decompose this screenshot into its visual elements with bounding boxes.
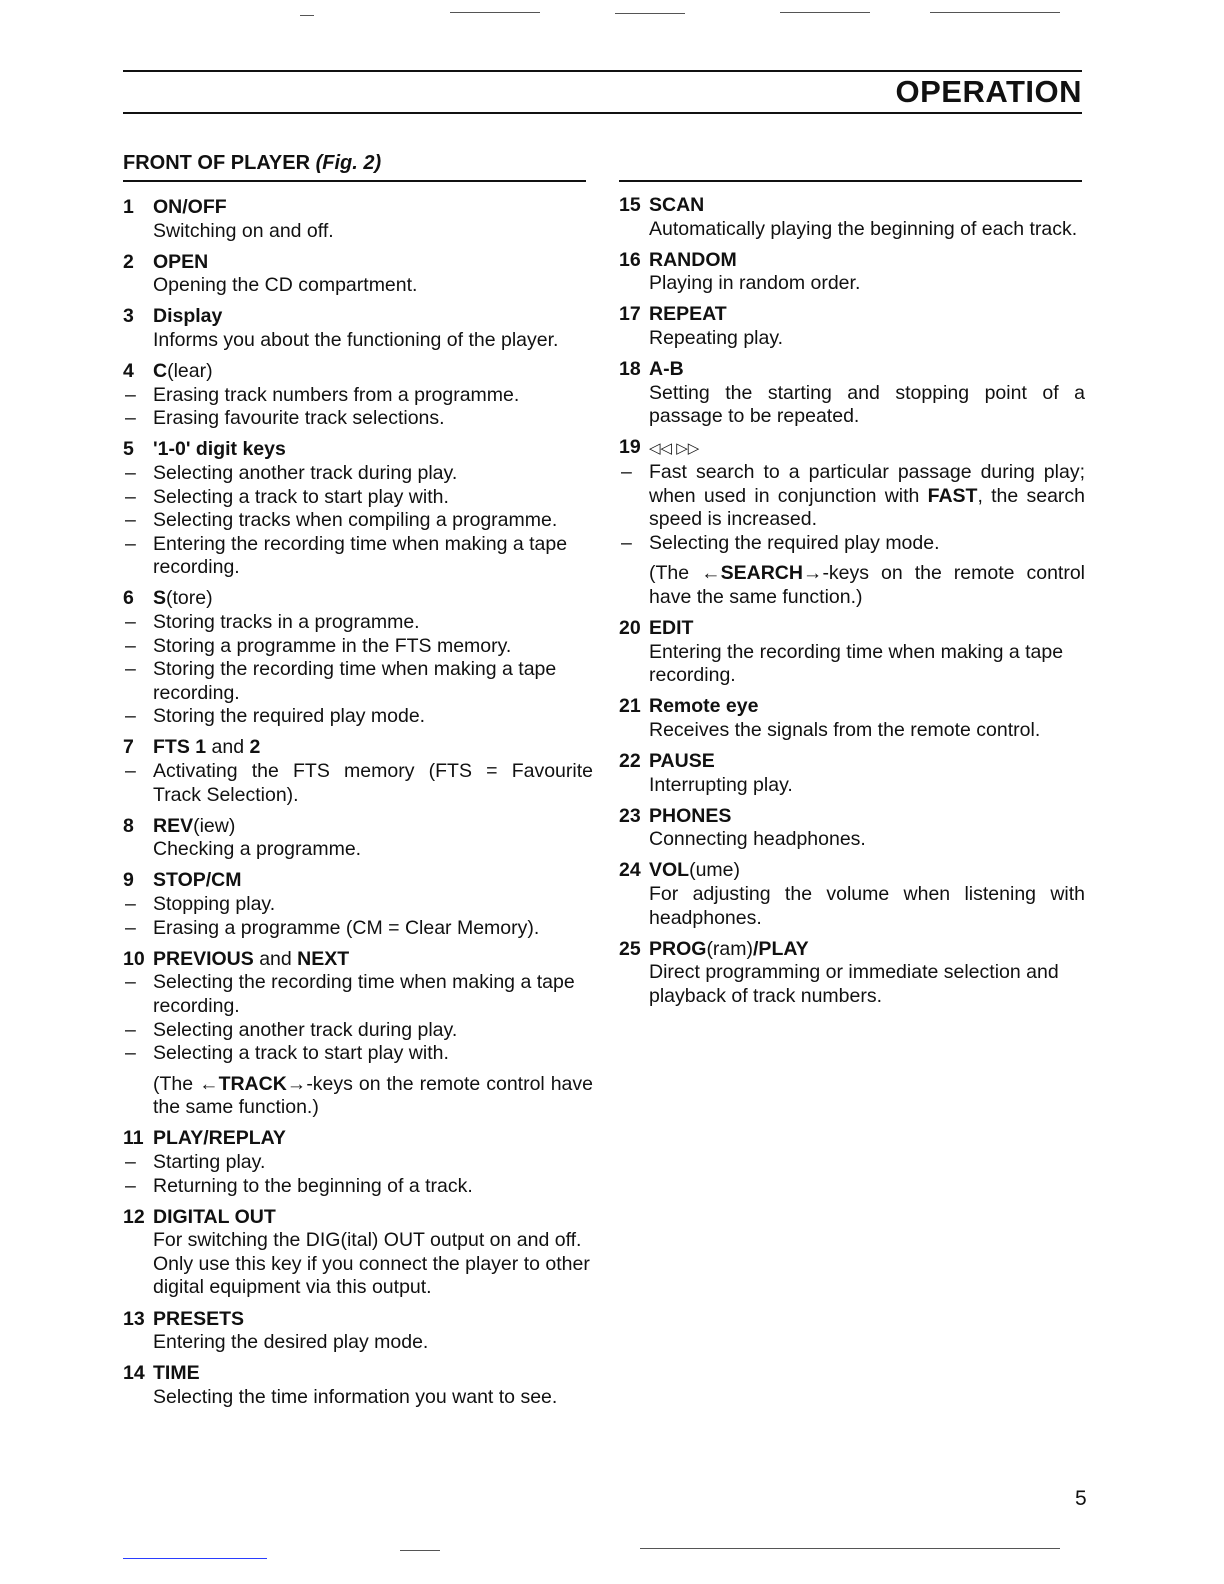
bullet-item: – Selecting tracks when compiling a programme. <box>123 509 593 533</box>
item-title: SCAN <box>649 194 705 216</box>
figure-reference: (Fig. 2) <box>315 152 382 174</box>
control-item-4 <box>123 360 593 431</box>
page-number: 5 <box>1075 1487 1087 1510</box>
bullet-item: – Selecting a track to start play with. <box>123 1042 593 1066</box>
item-title-suffix: (ume) <box>689 859 741 882</box>
bullet-item: – Selecting another track during play. <box>123 462 593 486</box>
control-item-22 <box>619 750 1085 797</box>
control-item-21 <box>619 695 1085 742</box>
item-title: PREVIOUS <box>153 947 254 970</box>
item-title: VOL <box>649 859 690 882</box>
front-of-player-heading <box>123 152 381 175</box>
item-title: REV <box>153 814 194 837</box>
bullet-text: Fast search to a particular passage during play; when used in conjunction with <box>649 460 1085 507</box>
control-item-2 <box>123 251 593 298</box>
item-title: DIGITAL OUT <box>153 1205 276 1228</box>
control-item-14 <box>123 1362 593 1409</box>
item-number: 7 <box>123 736 134 759</box>
section-title: OPERATION <box>895 74 1082 109</box>
item-description: Connecting headphones. <box>649 828 866 851</box>
search-key-label: ←SEARCH→ <box>701 562 823 585</box>
item-description: Automatically playing the beginning of each track. <box>649 217 1078 240</box>
header-top-rule <box>123 70 1082 72</box>
fast-key-label: FAST <box>927 484 978 507</box>
bullet-item: – Erasing favourite track selections. <box>123 407 593 431</box>
scan-speck <box>450 12 540 13</box>
front-heading-text: FRONT OF PLAYER <box>123 152 311 174</box>
item-title: PLAY/REPLAY <box>153 1127 286 1150</box>
fast-search-keys-icon: ◁◁ ▷▷ <box>649 440 700 458</box>
scan-speck <box>615 13 685 14</box>
control-item-24 <box>619 859 1085 930</box>
control-item-25 <box>619 938 1085 1009</box>
item-number: 1 <box>123 196 134 218</box>
item-number: 2 <box>123 250 134 273</box>
item-title: A-B <box>649 358 684 381</box>
item-title-second: 2 <box>249 736 261 759</box>
item-title: STOP/CM <box>153 869 242 892</box>
item-title-second: NEXT <box>297 947 350 970</box>
control-item-10 <box>123 948 593 1120</box>
item-number: 23 <box>619 804 641 827</box>
left-column <box>123 196 593 1417</box>
item-number: 8 <box>123 814 134 837</box>
control-item-16 <box>619 249 1085 296</box>
note-prefix: (The <box>153 1072 200 1095</box>
item-title: TIME <box>153 1362 200 1385</box>
item-title-suffix: (tore) <box>166 587 213 610</box>
bullet-item <box>619 461 1085 532</box>
item-description: For adjusting the volume when listening with headphones. <box>649 882 1085 929</box>
item-title: REPEAT <box>649 303 727 326</box>
bullet-item: – Selecting the required play mode. <box>619 532 1085 556</box>
item-title: RANDOM <box>649 248 737 271</box>
item-description: Playing in random order. <box>649 272 861 295</box>
item-number: 13 <box>123 1307 145 1330</box>
item-title: PROG <box>649 937 707 960</box>
control-item-11 <box>123 1127 593 1198</box>
item-description: Opening the CD compartment. <box>153 274 418 297</box>
item-number: 24 <box>619 859 641 882</box>
control-item-12 <box>123 1206 593 1300</box>
note-suffix: -keys on the remote control have the same function.) <box>153 1072 593 1119</box>
item-description: Interrupting play. <box>649 773 793 796</box>
item-title-suffix: (ram) <box>706 937 754 960</box>
item-number: 4 <box>123 360 134 383</box>
item-title: ON/OFF <box>153 196 227 218</box>
bullet-item: – Selecting the recording time when making a tape recording. <box>123 971 593 1018</box>
header-bottom-rule <box>123 112 1082 114</box>
right-column-rule <box>619 180 1082 182</box>
item-description: Setting the starting and stopping point of a passage to be repeated. <box>649 381 1085 428</box>
control-item-15 <box>619 194 1085 241</box>
bullet-item: – Erasing track numbers from a programme. <box>123 384 593 408</box>
item-number: 10 <box>123 947 145 970</box>
right-column <box>619 194 1085 1016</box>
remote-note <box>123 1073 593 1120</box>
item-number: 16 <box>619 248 641 271</box>
control-item-17 <box>619 303 1085 350</box>
item-title: Remote eye <box>649 695 759 718</box>
item-description: Entering the desired play mode. <box>153 1331 429 1354</box>
control-item-19 <box>619 436 1085 609</box>
item-description: Informs you about the functioning of the player. <box>153 328 559 351</box>
footer-rule <box>123 1558 267 1559</box>
item-title-joiner: and <box>253 947 298 970</box>
item-title: '1-0' digit keys <box>153 438 286 461</box>
item-number: 25 <box>619 937 641 960</box>
bullet-item: – Storing the required play mode. <box>123 705 593 729</box>
item-number: 5 <box>123 438 134 461</box>
item-title: EDIT <box>649 617 694 639</box>
control-item-6 <box>123 587 593 729</box>
item-title: PAUSE <box>649 749 715 772</box>
control-item-1 <box>123 196 593 243</box>
item-title-suffix: (iew) <box>193 814 236 837</box>
control-item-3 <box>123 305 593 352</box>
control-item-18 <box>619 358 1085 429</box>
bullet-text-end: , the search speed is increased. <box>649 484 1086 531</box>
scan-speck <box>930 12 1060 13</box>
scan-speck <box>640 1548 1060 1549</box>
control-item-8 <box>123 815 593 862</box>
item-title: FTS 1 <box>153 736 207 759</box>
item-title-suffix: (lear) <box>167 360 213 383</box>
item-number: 17 <box>619 303 641 326</box>
item-number: 22 <box>619 749 641 772</box>
scan-speck <box>780 12 870 13</box>
item-title: S <box>153 587 167 610</box>
item-description: Switching on and off. <box>153 219 334 242</box>
bullet-item: – Stopping play. <box>123 893 593 917</box>
item-number: 18 <box>619 358 641 381</box>
bullet-item: – Selecting another track during play. <box>123 1019 593 1043</box>
bullet-item: – Activating the FTS memory (FTS = Favourite Track Selection). <box>123 760 593 807</box>
item-number: 14 <box>123 1362 145 1385</box>
item-title-joiner: and <box>206 736 250 759</box>
item-description: Receives the signals from the remote control. <box>649 718 1041 741</box>
bullet-item: – Storing the recording time when making a tape recording. <box>123 658 593 705</box>
control-item-20 <box>619 617 1085 688</box>
item-number: 21 <box>619 695 641 718</box>
item-number: 9 <box>123 869 134 892</box>
item-number: 19 <box>619 436 641 459</box>
item-description: Repeating play. <box>649 326 784 349</box>
control-item-13 <box>123 1308 593 1355</box>
note-prefix: (The <box>649 562 702 585</box>
bullet-item: – Starting play. <box>123 1151 593 1175</box>
bullet-item: – Returning to the beginning of a track. <box>123 1175 593 1199</box>
item-number: 12 <box>123 1205 145 1228</box>
item-description: Direct programming or immediate selection and playback of track numbers. <box>649 961 1059 1007</box>
item-number: 11 <box>123 1127 144 1150</box>
item-number: 6 <box>123 587 134 610</box>
item-number: 3 <box>123 305 134 328</box>
control-item-9 <box>123 869 593 940</box>
control-item-23 <box>619 805 1085 852</box>
item-title: OPEN <box>153 250 209 273</box>
item-title: PRESETS <box>153 1307 245 1330</box>
item-description: For switching the DIG(ital) OUT output on and off. Only use this key if you connect the player to other digital equipment via this output. <box>153 1229 590 1299</box>
scan-speck <box>300 15 314 16</box>
track-key-label: ←TRACK→ <box>199 1072 307 1095</box>
left-column-rule <box>123 180 586 182</box>
item-title: Display <box>153 305 223 328</box>
bullet-item: – Storing a programme in the FTS memory. <box>123 635 593 659</box>
control-item-5 <box>123 438 593 580</box>
item-title-second: /PLAY <box>753 937 809 960</box>
remote-note <box>619 562 1085 609</box>
item-number: 20 <box>619 617 641 639</box>
item-description: Checking a programme. <box>153 838 362 861</box>
control-item-7 <box>123 736 593 807</box>
bullet-item: – Storing tracks in a programme. <box>123 611 593 635</box>
item-title: PHONES <box>649 804 732 827</box>
item-description: Entering the recording time when making a tape recording. <box>649 640 1064 687</box>
bullet-item: – Erasing a programme (CM = Clear Memory). <box>123 917 593 941</box>
item-title: C <box>153 360 168 383</box>
bullet-item: – Selecting a track to start play with. <box>123 486 593 510</box>
scan-speck <box>400 1550 440 1551</box>
item-description: Selecting the time information you want to see. <box>153 1385 558 1408</box>
bullet-item: – Entering the recording time when making a tape recording. <box>123 533 593 580</box>
item-number: 15 <box>619 194 641 216</box>
note-suffix: -keys on the remote control have the same function.) <box>649 562 1086 608</box>
